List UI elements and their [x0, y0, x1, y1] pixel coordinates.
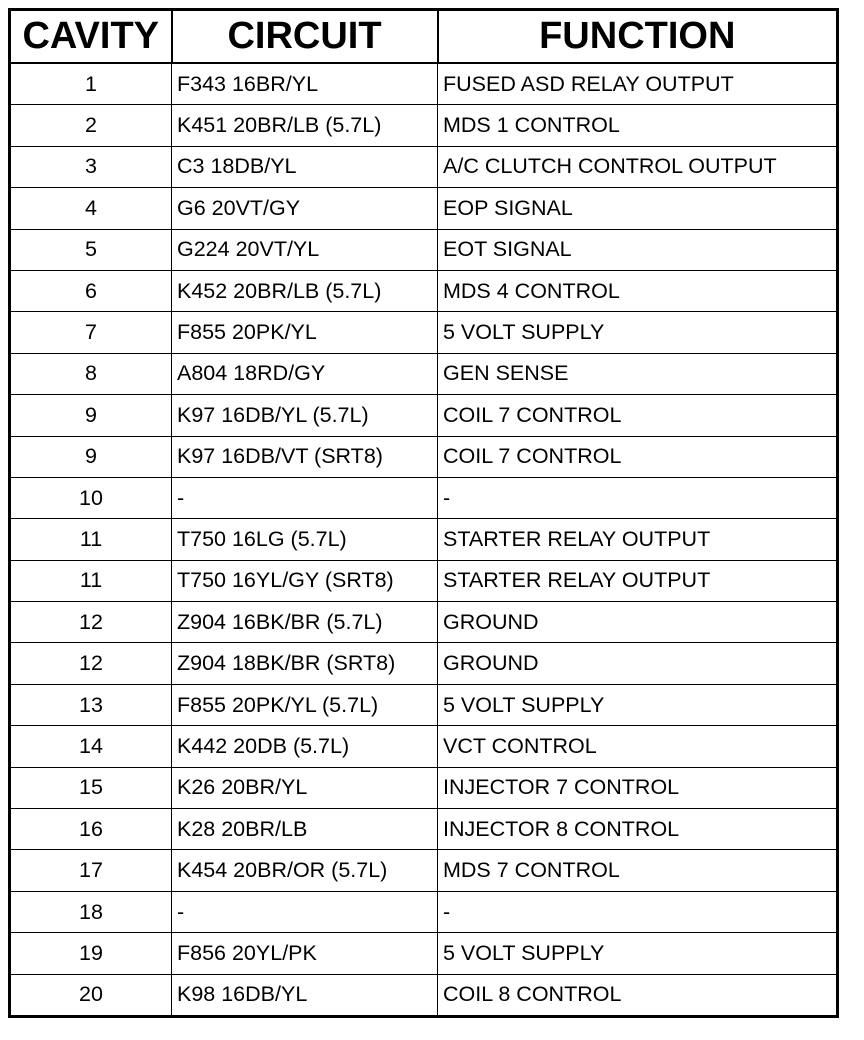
table-header — [10, 10, 838, 64]
function-cell: FUSED ASD RELAY OUTPUT — [438, 63, 838, 105]
function-cell: COIL 7 CONTROL — [438, 436, 838, 477]
table-row — [10, 974, 838, 1016]
function-cell: GEN SENSE — [438, 353, 838, 394]
table-row — [10, 146, 838, 187]
function-cell: MDS 1 CONTROL — [438, 105, 838, 146]
cavity-cell: 19 — [10, 933, 172, 974]
function-cell: MDS 4 CONTROL — [438, 270, 838, 311]
table-row — [10, 353, 838, 394]
function-cell: EOP SIGNAL — [438, 188, 838, 229]
function-cell: STARTER RELAY OUTPUT — [438, 519, 838, 560]
header-cavity: CAVITY — [10, 10, 172, 64]
cavity-cell: 9 — [10, 395, 172, 436]
circuit-cell: F855 20PK/YL — [172, 312, 438, 353]
function-cell: GROUND — [438, 602, 838, 643]
function-cell: GROUND — [438, 643, 838, 684]
table-row — [10, 809, 838, 850]
circuit-cell: K97 16DB/YL (5.7L) — [172, 395, 438, 436]
cavity-cell: 17 — [10, 850, 172, 891]
function-cell: 5 VOLT SUPPLY — [438, 684, 838, 725]
circuit-cell: - — [172, 477, 438, 518]
circuit-cell: K26 20BR/YL — [172, 767, 438, 808]
table-row — [10, 105, 838, 146]
table-row — [10, 477, 838, 518]
cavity-cell: 13 — [10, 684, 172, 725]
function-cell: VCT CONTROL — [438, 726, 838, 767]
cavity-cell: 11 — [10, 560, 172, 601]
circuit-cell: F856 20YL/PK — [172, 933, 438, 974]
cavity-cell: 11 — [10, 519, 172, 560]
table-row — [10, 229, 838, 270]
table-row — [10, 891, 838, 932]
header-function: FUNCTION — [438, 10, 838, 64]
table-row — [10, 933, 838, 974]
circuit-cell: F343 16BR/YL — [172, 63, 438, 105]
function-cell: 5 VOLT SUPPLY — [438, 312, 838, 353]
function-cell: STARTER RELAY OUTPUT — [438, 560, 838, 601]
function-cell: MDS 7 CONTROL — [438, 850, 838, 891]
table-row — [10, 684, 838, 725]
table-row — [10, 188, 838, 229]
circuit-cell: K98 16DB/YL — [172, 974, 438, 1016]
header-row — [10, 10, 838, 64]
cavity-cell: 12 — [10, 643, 172, 684]
table-row — [10, 850, 838, 891]
function-cell: EOT SIGNAL — [438, 229, 838, 270]
cavity-cell: 9 — [10, 436, 172, 477]
header-circuit: CIRCUIT — [172, 10, 438, 64]
circuit-cell: F855 20PK/YL (5.7L) — [172, 684, 438, 725]
circuit-cell: C3 18DB/YL — [172, 146, 438, 187]
table-row — [10, 270, 838, 311]
circuit-cell: K28 20BR/LB — [172, 809, 438, 850]
circuit-cell: T750 16YL/GY (SRT8) — [172, 560, 438, 601]
circuit-cell: G6 20VT/GY — [172, 188, 438, 229]
function-cell: INJECTOR 7 CONTROL — [438, 767, 838, 808]
function-cell: - — [438, 477, 838, 518]
cavity-cell: 7 — [10, 312, 172, 353]
function-cell: COIL 8 CONTROL — [438, 974, 838, 1016]
circuit-cell: K442 20DB (5.7L) — [172, 726, 438, 767]
cavity-cell: 15 — [10, 767, 172, 808]
table-row — [10, 312, 838, 353]
table-row — [10, 395, 838, 436]
cavity-cell: 3 — [10, 146, 172, 187]
cavity-cell: 20 — [10, 974, 172, 1016]
cavity-cell: 10 — [10, 477, 172, 518]
cavity-cell: 4 — [10, 188, 172, 229]
table-row — [10, 63, 838, 105]
circuit-cell: K452 20BR/LB (5.7L) — [172, 270, 438, 311]
table-row — [10, 602, 838, 643]
table-row — [10, 767, 838, 808]
table-row — [10, 519, 838, 560]
table-row — [10, 726, 838, 767]
cavity-cell: 8 — [10, 353, 172, 394]
circuit-cell: Z904 16BK/BR (5.7L) — [172, 602, 438, 643]
connector-pinout-table — [8, 8, 839, 1018]
function-cell: - — [438, 891, 838, 932]
table-row — [10, 436, 838, 477]
circuit-cell: G224 20VT/YL — [172, 229, 438, 270]
table-row — [10, 643, 838, 684]
circuit-cell: - — [172, 891, 438, 932]
circuit-cell: K97 16DB/VT (SRT8) — [172, 436, 438, 477]
cavity-cell: 2 — [10, 105, 172, 146]
circuit-cell: K454 20BR/OR (5.7L) — [172, 850, 438, 891]
cavity-cell: 14 — [10, 726, 172, 767]
function-cell: 5 VOLT SUPPLY — [438, 933, 838, 974]
cavity-cell: 6 — [10, 270, 172, 311]
table-row — [10, 560, 838, 601]
function-cell: A/C CLUTCH CONTROL OUTPUT — [438, 146, 838, 187]
cavity-cell: 18 — [10, 891, 172, 932]
cavity-cell: 16 — [10, 809, 172, 850]
function-cell: INJECTOR 8 CONTROL — [438, 809, 838, 850]
cavity-cell: 5 — [10, 229, 172, 270]
circuit-cell: K451 20BR/LB (5.7L) — [172, 105, 438, 146]
circuit-cell: T750 16LG (5.7L) — [172, 519, 438, 560]
cavity-cell: 12 — [10, 602, 172, 643]
circuit-cell: Z904 18BK/BR (SRT8) — [172, 643, 438, 684]
table-body — [10, 63, 838, 1016]
cavity-cell: 1 — [10, 63, 172, 105]
function-cell: COIL 7 CONTROL — [438, 395, 838, 436]
circuit-cell: A804 18RD/GY — [172, 353, 438, 394]
